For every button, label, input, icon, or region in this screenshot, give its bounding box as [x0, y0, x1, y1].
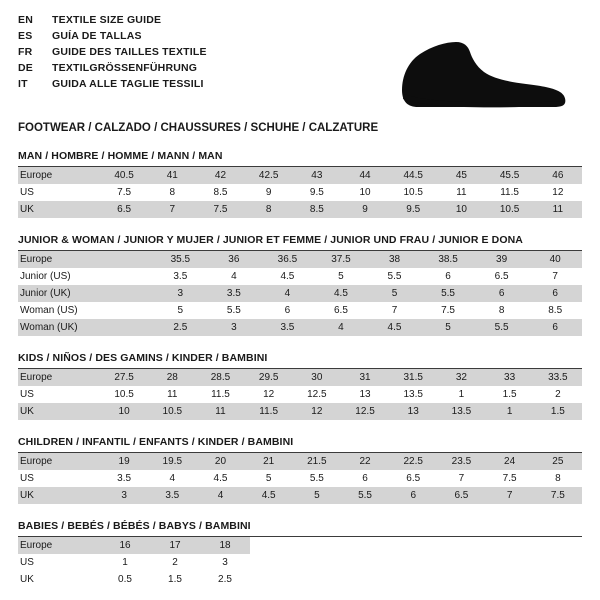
row-label: UK	[18, 571, 100, 588]
size-cell: 27.5	[100, 369, 148, 386]
size-cell: 6.5	[437, 487, 485, 504]
size-cell: 33.5	[534, 369, 582, 386]
size-cell: 9.5	[389, 201, 437, 218]
size-cell: 9	[245, 184, 293, 201]
size-cell: 8	[534, 470, 582, 487]
size-cell: 7	[486, 487, 534, 504]
size-table-body	[18, 453, 582, 504]
size-cell: 12.5	[341, 403, 389, 420]
table-row	[18, 369, 582, 386]
size-cell: 7	[437, 470, 485, 487]
size-cell: 22	[341, 453, 389, 470]
size-cell	[100, 285, 154, 302]
size-cell: 22.5	[389, 453, 437, 470]
language-code: DE	[18, 62, 33, 74]
row-label: Europe	[18, 167, 100, 184]
size-cell: 11	[437, 184, 485, 201]
size-cell: 41	[148, 167, 196, 184]
size-cell: 13	[341, 386, 389, 403]
size-cell: 4.5	[245, 487, 293, 504]
size-cell: 6.5	[314, 302, 368, 319]
size-cell: 36.5	[261, 251, 315, 268]
size-cell: 21	[245, 453, 293, 470]
size-cell: 4	[148, 470, 196, 487]
size-cell: 40.5	[100, 167, 148, 184]
size-cell: 28.5	[196, 369, 244, 386]
size-cell: 6.5	[389, 470, 437, 487]
size-cell: 12	[245, 386, 293, 403]
row-label: UK	[18, 487, 100, 504]
row-label: Woman (UK)	[18, 319, 100, 336]
footwear-title: FOOTWEAR / CALZADO / CHAUSSURES / SCHUHE / CALZATURE	[18, 122, 379, 134]
size-cell: 1.5	[150, 571, 200, 588]
size-cell: 23.5	[437, 453, 485, 470]
block-title: CHILDREN / INFANTIL / ENFANTS / KINDER / BAMBINI	[18, 436, 582, 453]
size-cell: 4.5	[261, 268, 315, 285]
size-table	[18, 453, 582, 504]
size-cell: 8	[475, 302, 529, 319]
size-cell: 3	[207, 319, 261, 336]
size-table	[18, 167, 582, 218]
language-code: EN	[18, 14, 33, 26]
size-cell: 11	[196, 403, 244, 420]
size-block-kids	[18, 352, 582, 420]
size-cell: 5.5	[421, 285, 475, 302]
table-row	[18, 470, 582, 487]
table-row	[18, 302, 582, 319]
size-cell: 5	[368, 285, 422, 302]
row-label: US	[18, 554, 100, 571]
size-cell: 12.5	[293, 386, 341, 403]
size-cell: 35.5	[154, 251, 208, 268]
size-cell: 1	[486, 403, 534, 420]
size-cell: 38.5	[421, 251, 475, 268]
table-row	[18, 319, 582, 336]
row-label: Europe	[18, 453, 100, 470]
size-cell: 13.5	[437, 403, 485, 420]
size-cell	[100, 302, 154, 319]
table-row	[18, 453, 582, 470]
size-cell: 4.5	[196, 470, 244, 487]
size-cell: 8	[245, 201, 293, 218]
size-table-body	[18, 251, 582, 336]
size-cell: 45.5	[486, 167, 534, 184]
size-cell: 19.5	[148, 453, 196, 470]
size-block-junior-woman	[18, 234, 582, 336]
language-title: TEXTILE SIZE GUIDE	[52, 14, 162, 26]
size-cell: 7	[148, 201, 196, 218]
size-cell: 3.5	[148, 487, 196, 504]
size-cell: 2.5	[200, 571, 250, 588]
language-title-list	[18, 14, 207, 94]
size-cell: 10.5	[100, 386, 148, 403]
size-cell: 7	[528, 268, 582, 285]
size-cell: 11.5	[486, 184, 534, 201]
language-row	[18, 14, 207, 30]
table-row	[18, 386, 582, 403]
table-row	[18, 167, 582, 184]
table-row	[18, 268, 582, 285]
size-cell: 6	[421, 268, 475, 285]
language-title: GUIDA ALLE TAGLIE TESSILI	[52, 78, 204, 90]
size-cell: 1	[437, 386, 485, 403]
size-cell: 44.5	[389, 167, 437, 184]
size-cell: 4	[207, 268, 261, 285]
size-cell: 38	[368, 251, 422, 268]
size-cell: 11	[534, 201, 582, 218]
language-title: TEXTILGRÖSSENFÜHRUNG	[52, 62, 198, 74]
size-cell: 7.5	[486, 470, 534, 487]
size-cell: 17	[150, 537, 200, 554]
size-cell: 7.5	[196, 201, 244, 218]
size-cell: 20	[196, 453, 244, 470]
size-cell: 8.5	[293, 201, 341, 218]
size-cell: 30	[293, 369, 341, 386]
size-cell: 25	[534, 453, 582, 470]
size-cell: 3	[200, 554, 250, 571]
size-cell: 1.5	[534, 403, 582, 420]
size-cell: 1	[100, 554, 150, 571]
size-cell: 9.5	[293, 184, 341, 201]
size-cell: 13.5	[389, 386, 437, 403]
size-cell: 18	[200, 537, 250, 554]
size-cell: 4.5	[314, 285, 368, 302]
row-label: UK	[18, 403, 100, 420]
size-cell	[100, 268, 154, 285]
size-cell: 3	[154, 285, 208, 302]
row-label: US	[18, 470, 100, 487]
language-row	[18, 62, 207, 78]
size-cell: 3	[100, 487, 148, 504]
table-row	[18, 571, 250, 588]
size-cell: 7	[368, 302, 422, 319]
size-cell: 6	[389, 487, 437, 504]
size-cell: 8.5	[196, 184, 244, 201]
size-cell: 3.5	[100, 470, 148, 487]
size-cell: 5	[154, 302, 208, 319]
size-cell: 36	[207, 251, 261, 268]
table-row	[18, 184, 582, 201]
size-cell: 6	[261, 302, 315, 319]
size-cell: 5.5	[207, 302, 261, 319]
size-cell: 44	[341, 167, 389, 184]
block-title: MAN / HOMBRE / HOMME / MANN / MAN	[18, 150, 582, 167]
size-cell: 4	[196, 487, 244, 504]
size-cell: 5	[293, 487, 341, 504]
size-cell: 21.5	[293, 453, 341, 470]
size-cell: 40	[528, 251, 582, 268]
size-cell: 5	[421, 319, 475, 336]
size-cell: 3.5	[154, 268, 208, 285]
size-cell: 42.5	[245, 167, 293, 184]
table-row	[18, 537, 250, 554]
document-header	[18, 14, 582, 110]
row-label: Europe	[18, 251, 100, 268]
size-cell: 5	[245, 470, 293, 487]
table-row	[18, 201, 582, 218]
size-cell: 6	[528, 285, 582, 302]
size-cell: 12	[293, 403, 341, 420]
size-cell: 8.5	[528, 302, 582, 319]
language-title: GUIDE DES TAILLES TEXTILE	[52, 46, 207, 58]
size-cell: 7.5	[100, 184, 148, 201]
size-cell: 10	[100, 403, 148, 420]
language-row	[18, 78, 207, 94]
size-cell: 4.5	[368, 319, 422, 336]
size-cell: 43	[293, 167, 341, 184]
table-row	[18, 403, 582, 420]
size-cell: 10	[341, 184, 389, 201]
size-cell: 10	[437, 201, 485, 218]
size-cell: 10.5	[389, 184, 437, 201]
size-cell: 28	[148, 369, 196, 386]
row-label: Junior (US)	[18, 268, 100, 285]
size-cell: 10.5	[148, 403, 196, 420]
size-cell: 13	[389, 403, 437, 420]
size-cell: 10.5	[486, 201, 534, 218]
size-cell: 12	[534, 184, 582, 201]
table-row	[18, 554, 250, 571]
size-cell: 2	[150, 554, 200, 571]
size-cell: 9	[341, 201, 389, 218]
size-block-babies	[18, 520, 582, 588]
table-row	[18, 251, 582, 268]
size-cell: 29.5	[245, 369, 293, 386]
size-table	[18, 369, 582, 420]
size-cell: 1.5	[486, 386, 534, 403]
language-code: IT	[18, 78, 28, 90]
size-table-body	[18, 167, 582, 218]
size-cell: 11.5	[196, 386, 244, 403]
size-cell: 19	[100, 453, 148, 470]
size-table	[18, 251, 582, 336]
size-cell: 2	[534, 386, 582, 403]
size-cell: 45	[437, 167, 485, 184]
size-table-body	[18, 369, 582, 420]
size-block-man	[18, 150, 582, 218]
size-table-body	[18, 537, 250, 588]
size-cell: 7.5	[421, 302, 475, 319]
size-cell: 24	[486, 453, 534, 470]
row-label: Junior (UK)	[18, 285, 100, 302]
size-cell	[100, 251, 154, 268]
row-label: Europe	[18, 369, 100, 386]
size-cell: 5.5	[341, 487, 389, 504]
size-cell: 5	[314, 268, 368, 285]
size-cell	[100, 319, 154, 336]
size-cell: 6.5	[100, 201, 148, 218]
size-cell: 31	[341, 369, 389, 386]
size-cell: 3.5	[207, 285, 261, 302]
language-code: ES	[18, 30, 33, 42]
size-cell: 46	[534, 167, 582, 184]
size-cell: 16	[100, 537, 150, 554]
size-cell: 37.5	[314, 251, 368, 268]
size-cell: 5.5	[293, 470, 341, 487]
size-cell: 42	[196, 167, 244, 184]
dress-shoe-icon	[384, 32, 574, 110]
row-label: UK	[18, 201, 100, 218]
block-title: BABIES / BEBÉS / BÉBÉS / BABYS / BAMBINI	[18, 520, 582, 537]
size-cell: 0.5	[100, 571, 150, 588]
size-cell: 2.5	[154, 319, 208, 336]
size-cell: 3.5	[261, 319, 315, 336]
block-title: KIDS / NIÑOS / DES GAMINS / KINDER / BAMBINI	[18, 352, 582, 369]
size-cell: 5.5	[368, 268, 422, 285]
table-row	[18, 285, 582, 302]
table-row	[18, 487, 582, 504]
size-cell: 6	[341, 470, 389, 487]
size-cell: 4	[314, 319, 368, 336]
size-cell: 5.5	[475, 319, 529, 336]
language-row	[18, 46, 207, 62]
row-label: Europe	[18, 537, 100, 554]
size-cell: 8	[148, 184, 196, 201]
language-title-list-body	[18, 14, 207, 94]
size-cell: 11.5	[245, 403, 293, 420]
row-label: US	[18, 184, 100, 201]
size-cell: 6	[528, 319, 582, 336]
language-row	[18, 30, 207, 46]
row-label: Woman (US)	[18, 302, 100, 319]
size-cell: 32	[437, 369, 485, 386]
size-table	[18, 537, 250, 588]
size-cell: 6	[475, 285, 529, 302]
language-title: GUÍA DE TALLAS	[52, 30, 142, 42]
size-cell: 6.5	[475, 268, 529, 285]
size-cell: 39	[475, 251, 529, 268]
size-cell: 7.5	[534, 487, 582, 504]
size-cell: 4	[261, 285, 315, 302]
language-code: FR	[18, 46, 33, 58]
size-cell: 31.5	[389, 369, 437, 386]
size-cell: 11	[148, 386, 196, 403]
size-block-children	[18, 436, 582, 504]
size-cell: 33	[486, 369, 534, 386]
row-label: US	[18, 386, 100, 403]
block-title: JUNIOR & WOMAN / JUNIOR Y MUJER / JUNIOR ET FEMME / JUNIOR UND FRAU / JUNIOR E DONA	[18, 234, 582, 251]
